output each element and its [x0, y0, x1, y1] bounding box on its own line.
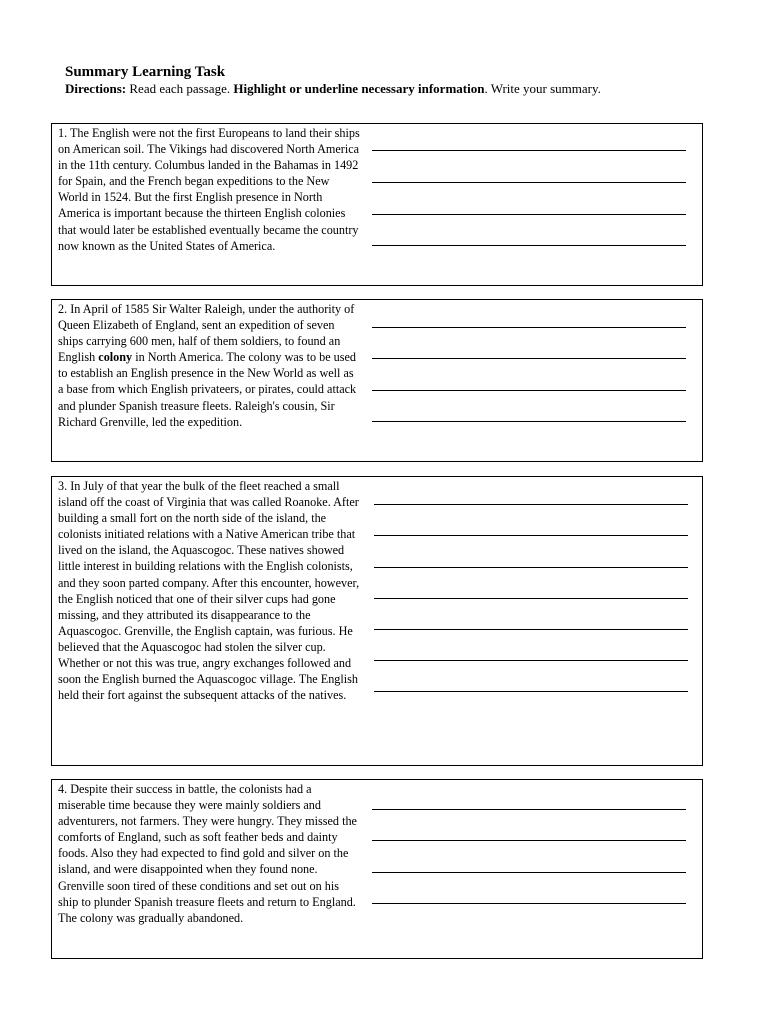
- answer-line[interactable]: [372, 245, 686, 246]
- answer-line[interactable]: [372, 390, 686, 391]
- answer-line[interactable]: [372, 903, 686, 904]
- passage-text-3: 3. In July of that year the bulk of the fleet reached a small island off the coast of Virginia that was called Roanoke. After building a small fort on the north side of the island, the colonists initiated relations with a Native American tribe that lived on the island, the Aquascogoc. These natives showed little interest in building relations with the English colonists, and they soon parted company. After this encounter, however, the English noticed that one of their silver cups had gone missing, and they attributed its disappearance to the Aquascogoc. Grenville, the English captain, was furious. He believed that the Aquascogoc had stolen the silver cup. Whether or not this was true, angry exchanges followed and soon the English burned the Aquascogoc village. The English held their fort against the subsequent attacks of the natives.: [58, 479, 360, 703]
- answer-line[interactable]: [372, 358, 686, 359]
- answer-line[interactable]: [374, 504, 688, 505]
- answer-line[interactable]: [374, 567, 688, 568]
- passage-2-bold-word: colony: [98, 350, 133, 365]
- passage-box-2: [51, 299, 703, 462]
- passage-box-4: [51, 779, 703, 959]
- passage-box-1: [51, 123, 703, 286]
- answer-line[interactable]: [372, 150, 686, 151]
- answer-line[interactable]: [374, 629, 688, 630]
- answer-line[interactable]: [372, 840, 686, 841]
- directions: [65, 81, 655, 97]
- directions-text-1: Read each passage.: [126, 81, 234, 96]
- answer-line[interactable]: [372, 182, 686, 183]
- passage-2-text-after: in North America. The colony was to be used to establish an English presence in the New World as well as a base from which English privateers, or pirates, could attack and plunder Spanish treasure fleets. Raleigh's cousin, Sir Richard Grenville, led the expedition.: [58, 350, 357, 429]
- answer-line[interactable]: [372, 327, 686, 328]
- answer-line[interactable]: [372, 872, 686, 873]
- answer-line[interactable]: [372, 214, 686, 215]
- answer-line[interactable]: [374, 598, 688, 599]
- worksheet-title: Summary Learning Task: [65, 64, 226, 80]
- passage-text-1: 1. The English were not the first Europeans to land their ships on American soil. The Vikings had discovered North America in the 11th century. Columbus landed in the Bahamas in 1492 for Spain, and the French began expeditions to the New World in 1524. But the first English presence in North America is important because the thirteen English colonies that would later be established eventually became the country now known as the United States of America.: [58, 126, 360, 253]
- answer-line[interactable]: [374, 660, 688, 661]
- directions-label: Directions:: [65, 81, 127, 96]
- passage-text-4: 4. Despite their success in battle, the colonists had a miserable time because they were mainly soldiers and adventurers, not farmers. They were hungry. They missed the comforts of England, such as soft feather beds and dainty foods. Also they had expected to find gold and silver on the island, and were disappointed when they found none. Grenville soon tired of these conditions and set out on his ship to plunder Spanish treasure fleets and return to England. The colony was gradually abandoned.: [58, 782, 357, 925]
- answer-line[interactable]: [374, 691, 688, 692]
- passage-2-text-before: 2. In April of 1585 Sir Walter Raleigh, under the authority of Queen Elizabeth of England, sent an expedition of seven ships carrying 600 men, half of them soldiers, to found an English: [58, 302, 355, 365]
- directions-text-2: . Write your summary.: [484, 81, 601, 96]
- passage-box-3: [51, 476, 703, 766]
- directions-emphasis: Highlight or underline necessary information: [233, 81, 485, 96]
- answer-line[interactable]: [372, 421, 686, 422]
- answer-line[interactable]: [374, 535, 688, 536]
- answer-line[interactable]: [372, 809, 686, 810]
- passage-text-2: [58, 301, 360, 430]
